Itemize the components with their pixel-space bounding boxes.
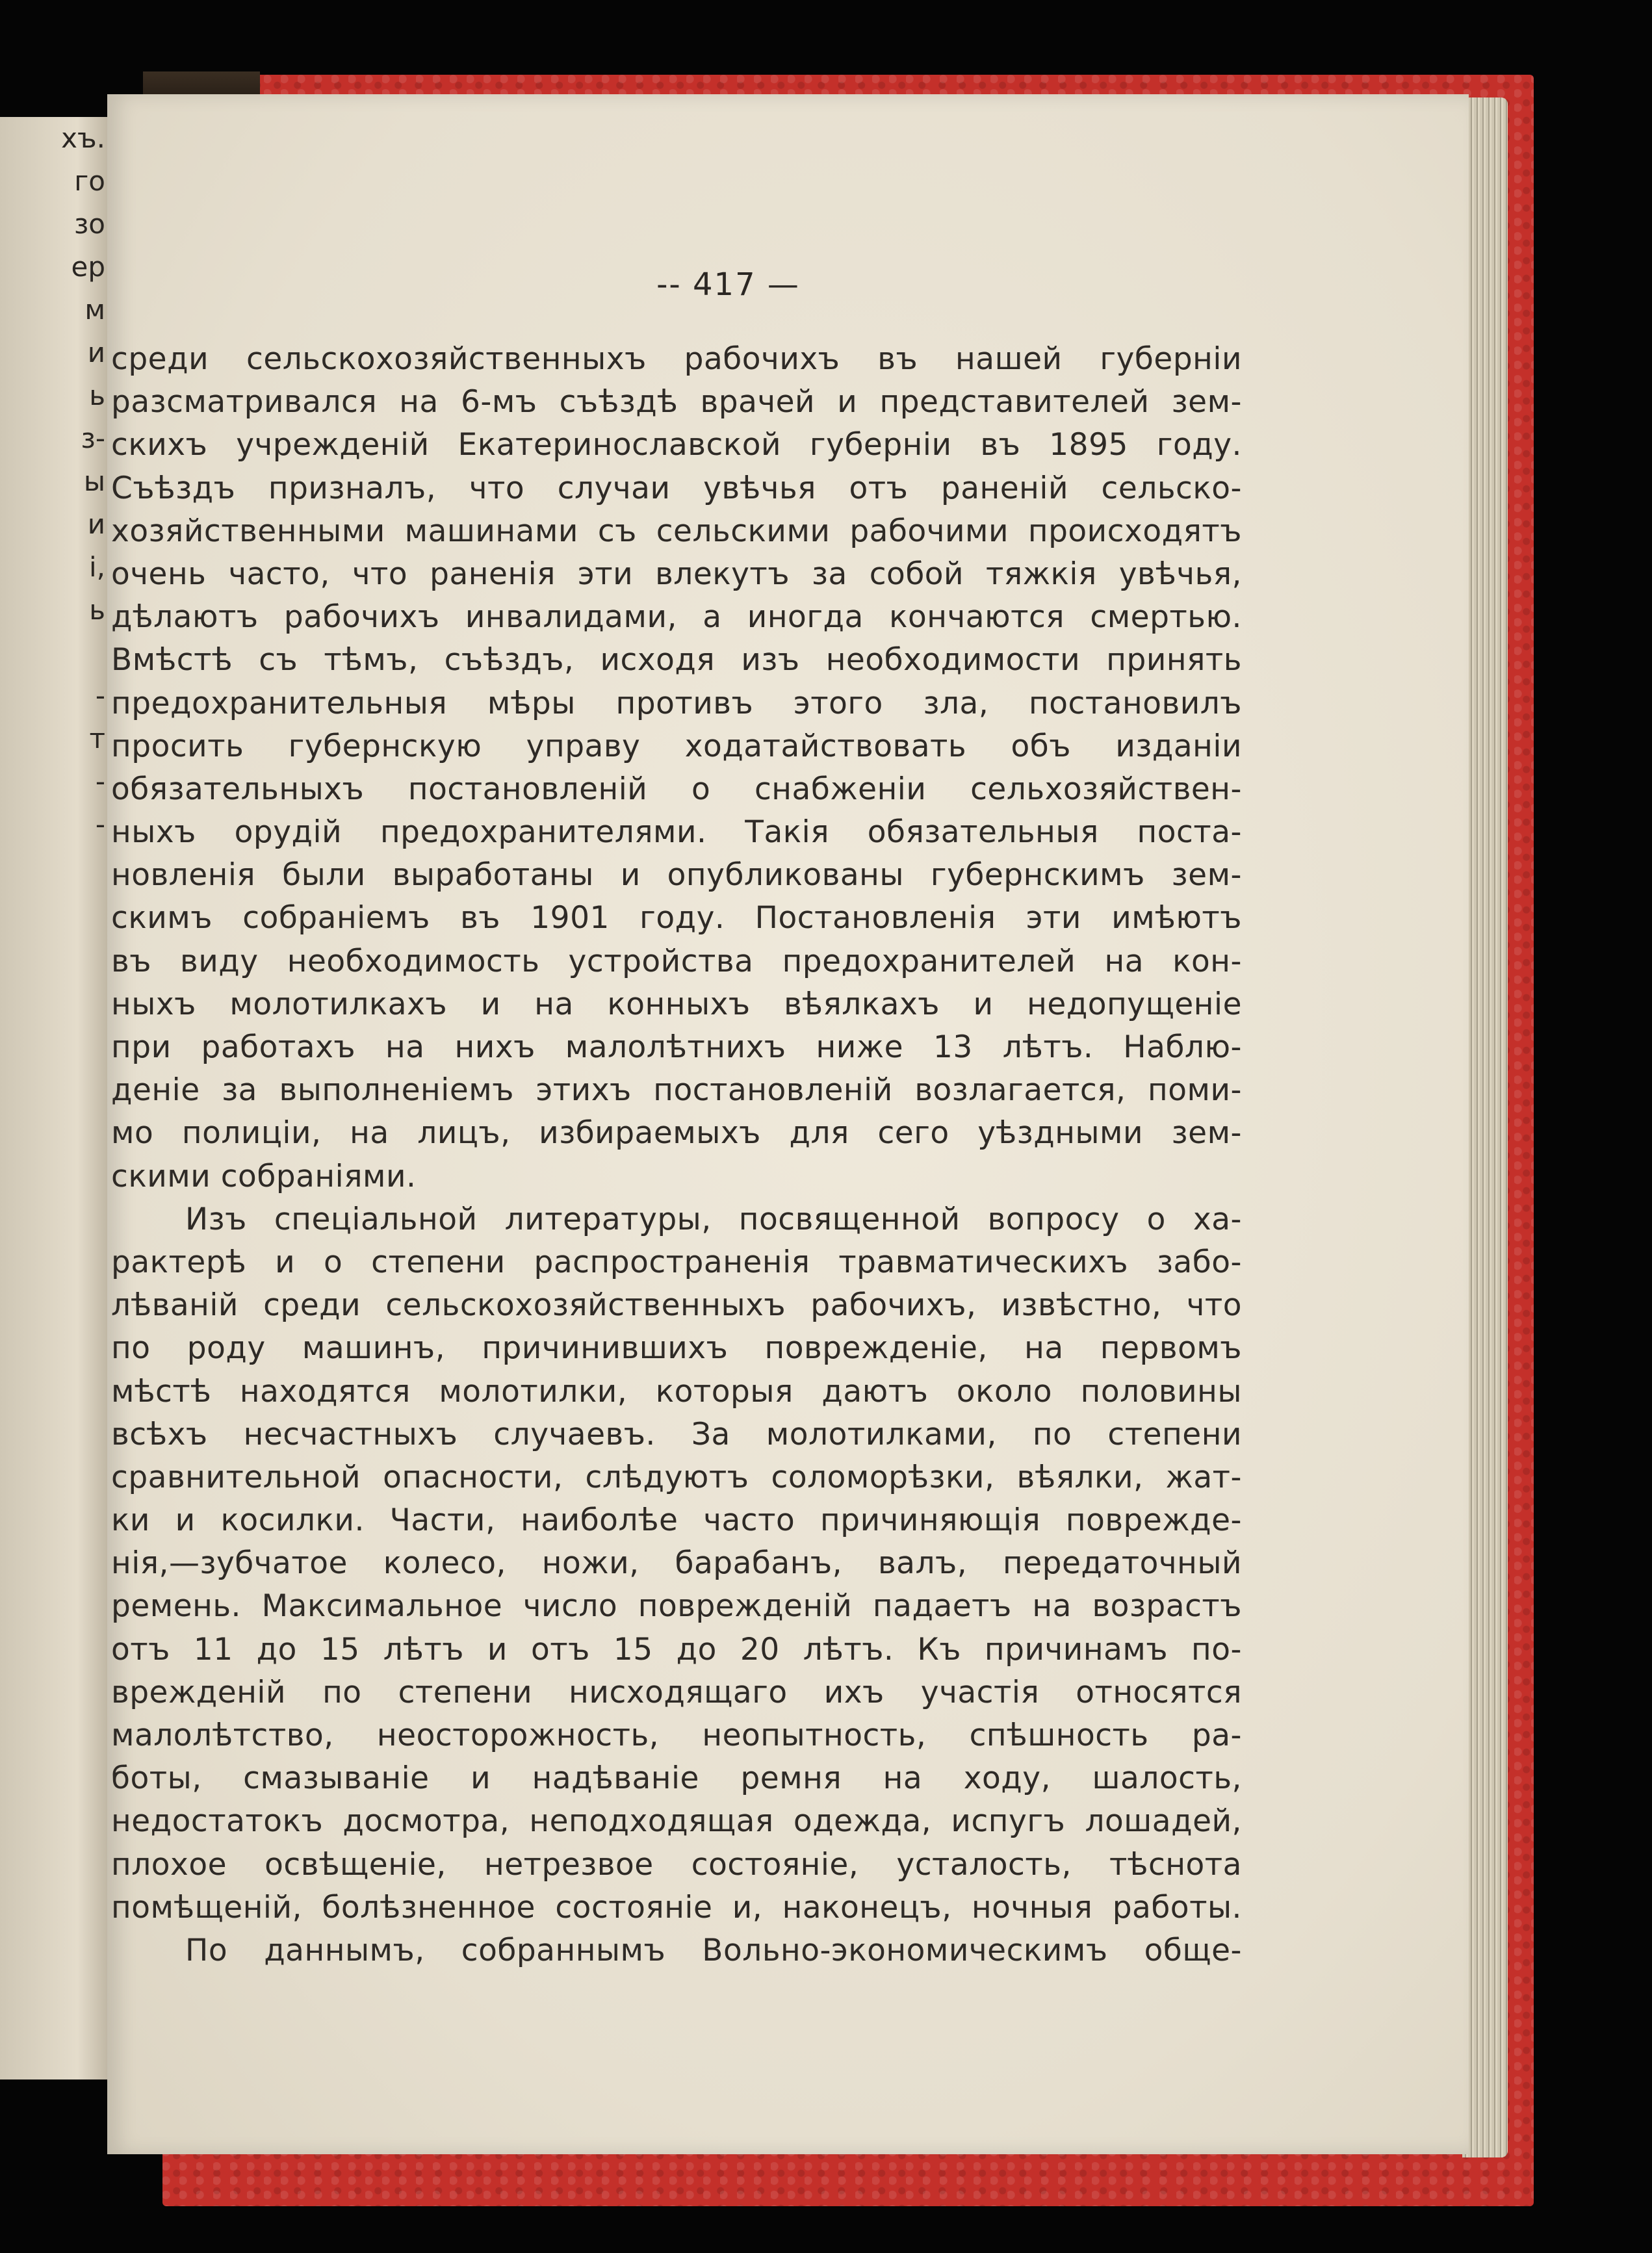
text-line: всѣхъ несчастныхъ случаевъ. За молотилками, по степени: [111, 1416, 1242, 1452]
text-line: дѣлаютъ рабочихъ инвалидами, а иногда кончаются смертью.: [111, 599, 1242, 636]
page-body-text: [111, 338, 1242, 1972]
text-line: при работахъ на нихъ малолѣтнихъ ниже 13 лѣтъ. Наблю-: [111, 1029, 1242, 1065]
facing-page-fragment: -: [95, 808, 105, 840]
text-line: мо полиціи, на лицъ, избираемыхъ для сего уѣздными зем-: [111, 1115, 1242, 1152]
text-line: ныхъ молотилкахъ и на конныхъ вѣялкахъ и недопущеніе: [111, 986, 1242, 1022]
page-stack-edges: [1462, 97, 1508, 2157]
facing-page-fragment: и: [87, 508, 105, 540]
facing-page-fragment: [61, 632, 105, 675]
text-line: рактерѣ и о степени распространенія травматическихъ забо-: [111, 1244, 1242, 1280]
text-line: врежденій по степени нисходящаго ихъ участія относятся: [111, 1674, 1242, 1710]
text-line: ки и косилки. Части, наиболѣе часто причиняющія поврежде-: [111, 1502, 1242, 1539]
text-line: лѣваній среди сельскохозяйственныхъ рабочихъ, извѣстно, что: [111, 1287, 1242, 1324]
facing-page-fragment: ы: [83, 465, 105, 497]
text-line: отъ 11 до 15 лѣтъ и отъ 15 до 20 лѣтъ. Къ причинамъ по-: [111, 1631, 1242, 1667]
text-line: ныхъ орудій предохранителями. Такія обязательныя поста-: [111, 814, 1242, 851]
facing-page-fragment: -: [95, 680, 105, 712]
book-page: [107, 94, 1469, 2154]
text-line: просить губернскую управу ходатайствовать объ изданіи: [111, 728, 1242, 764]
text-line: Изъ спеціальной литературы, посвященной вопросу о ха-: [185, 1201, 1242, 1237]
text-line: новленія были выработаны и опубликованы губернскимъ зем-: [111, 857, 1242, 894]
text-line: обязательныхъ постановленій о снабженіи сельхозяйствен-: [111, 771, 1242, 807]
page-number: -- 417 —: [656, 266, 800, 303]
text-line: недостатокъ досмотра, неподходящая одежда, испугъ лошадей,: [111, 1803, 1242, 1840]
facing-page-fragment: го: [74, 165, 105, 197]
facing-page-fragment: -: [95, 766, 105, 797]
facing-page-fragment: хъ.: [61, 122, 105, 154]
facing-page-fragment: м: [84, 294, 105, 326]
text-line: плохое освѣщеніе, нетрезвое состояніе, усталость, тѣснота: [111, 1846, 1242, 1883]
facing-page-fragment: зо: [73, 208, 105, 240]
facing-page-fragment: ь: [89, 380, 105, 411]
text-line: среди сельскохозяйственныхъ рабочихъ въ нашей губерніи: [111, 341, 1242, 377]
text-line: По даннымъ, собраннымъ Вольно-экономическимъ обще-: [185, 1932, 1242, 1968]
text-line: по роду машинъ, причинившихъ поврежденіе, на первомъ: [111, 1330, 1242, 1367]
facing-page-fragment: ер: [71, 251, 105, 283]
text-line: въ виду необходимость устройства предохранителей на кон-: [111, 943, 1242, 979]
text-line: Вмѣстѣ съ тѣмъ, съѣздъ, исходя изъ необходимости принять: [111, 642, 1242, 678]
facing-page-fragment: и: [87, 337, 105, 368]
text-line: разсматривался на 6-мъ съѣздѣ врачей и представителей зем-: [111, 384, 1242, 420]
text-line: малолѣтство, неосторожность, неопытность, спѣшность ра-: [111, 1718, 1242, 1753]
text-line: сравнительной опасности, слѣдуютъ соломорѣзки, вѣялки, жат-: [111, 1459, 1242, 1495]
facing-page-fragment: з-: [81, 422, 105, 454]
text-line: деніе за выполненіемъ этихъ постановленій возлагается, поми-: [111, 1072, 1242, 1109]
text-line: хозяйственными машинами съ сельскими рабочими происходятъ: [111, 513, 1242, 549]
facing-page-fragment: ь: [89, 594, 105, 626]
text-line: Съѣздъ призналъ, что случаи увѣчья отъ раненій сельско-: [111, 470, 1242, 506]
facing-page-text: [61, 117, 105, 846]
facing-page-fragment: т: [89, 723, 105, 754]
text-line: боты, смазываніе и надѣваніе ремня на ходу, шалость,: [111, 1760, 1242, 1797]
text-line: мѣстѣ находятся молотилки, которыя даютъ около половины: [111, 1373, 1242, 1410]
text-line: предохранительныя мѣры противъ этого зла, постановилъ: [111, 685, 1242, 721]
text-line: скими собраніями.: [111, 1158, 417, 1194]
text-line: очень часто, что раненія эти влекутъ за собой тяжкія увѣчья,: [111, 556, 1242, 592]
text-line: скихъ учрежденій Екатеринославской губерніи въ 1895 году.: [111, 427, 1242, 463]
facing-page: [0, 117, 110, 2079]
text-line: нія,—зубчатое колесо, ножи, барабанъ, валъ, передаточный: [111, 1545, 1242, 1582]
text-line: ремень. Максимальное число поврежденій падаетъ на возрастъ: [111, 1588, 1242, 1625]
text-line: скимъ собраніемъ въ 1901 году. Постановленія эти имѣютъ: [111, 900, 1242, 936]
facing-page-fragment: і,: [88, 551, 105, 583]
text-line: помѣщеній, болѣзненное состояніе и, наконецъ, ночныя работы.: [111, 1889, 1242, 1925]
